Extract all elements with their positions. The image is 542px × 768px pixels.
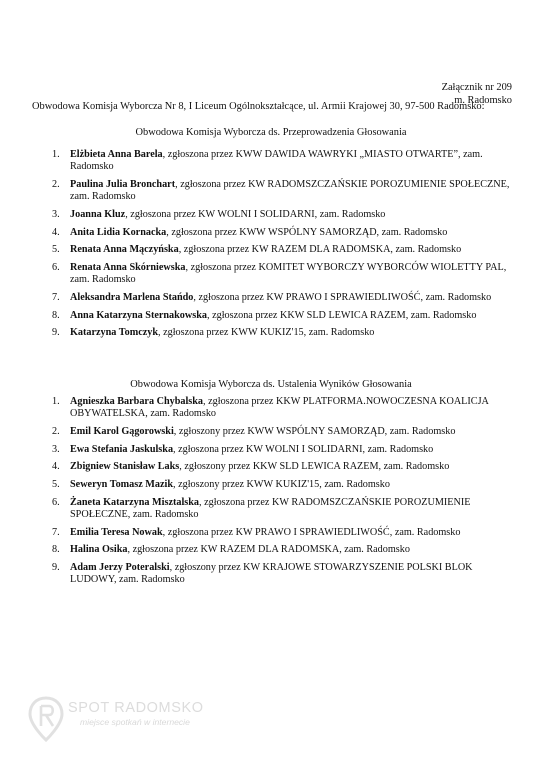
annex-number: Załącznik nr 209 [441, 82, 512, 93]
member-details: , zgłoszona przez KOMITET WYBORCZY WYBORCÓW WIOLETTY PAL, zam. Radomsko [70, 261, 507, 286]
member-number: 7. [52, 526, 60, 538]
member-list-item [48, 179, 510, 203]
member-list-item [48, 426, 510, 438]
member-details: , zgłoszona przez KKW SLD LEWICA RAZEM, zam. Radomsko [206, 309, 477, 321]
member-name: Emil Karol Gągorowski [70, 425, 174, 437]
member-name: Elżbieta Anna Barela [70, 149, 163, 160]
member-list-item [48, 227, 510, 239]
member-details: , zgłoszona przez KWW DAWIDA WAWRYKI „MIASTO OTWARTE”, zam. Radomsko [70, 149, 483, 173]
member-list-item [48, 479, 510, 491]
annex-location: m. Radomsko [454, 94, 512, 106]
member-list-item [48, 262, 510, 286]
member-number: 7. [52, 291, 60, 303]
member-details: , zgłoszony przez KWW WSPÓLNY SAMORZĄD, zam. Radomsko [173, 425, 456, 437]
member-details: , zgłoszony przez KKW SLD LEWICA RAZEM, zam. Radomsko [179, 461, 450, 473]
member-name: Katarzyna Tomczyk [70, 327, 159, 339]
commission-address: Obwodowa Komisja Wyborcza Nr 8, I Liceum Ogólnokształcące, ul. Armii Krajowej 30, 97-500 Radomsko: [32, 101, 485, 112]
member-details: , zgłoszona przez KWW WSPÓLNY SAMORZĄD, zam. Radomsko [166, 226, 448, 238]
member-number: 3. [52, 443, 60, 455]
member-list-item [48, 461, 510, 473]
member-name: Agnieszka Barbara Chybalska [70, 396, 204, 407]
member-name: Aleksandra Marlena Stańdo [70, 291, 194, 303]
member-details: , zgłoszony przez KWW KUKIZ'15, zam. Radomsko [173, 479, 390, 491]
member-details: , zgłoszona przez KW PRAWO I SPRAWIEDLIWOŚĆ, zam. Radomsko [193, 291, 492, 303]
member-details: , zgłoszona przez KW PRAWO I SPRAWIEDLIWOŚĆ, zam. Radomsko [162, 526, 461, 538]
member-list-item [48, 497, 510, 521]
member-list-item [48, 562, 510, 586]
member-name: Adam Jerzy Poteralski [70, 562, 170, 574]
member-number: 2. [52, 425, 60, 437]
member-list-item [48, 244, 510, 256]
member-number: 4. [52, 461, 60, 473]
member-name: Halina Osika [70, 544, 128, 556]
member-name: Renata Anna Skórniewska [70, 261, 186, 273]
member-list-item [48, 396, 510, 420]
member-name: Żaneta Katarzyna Misztalska [70, 496, 200, 508]
member-details: , zgłoszona przez KW WOLNI I SOLIDARNI, zam. Radomsko [125, 208, 386, 220]
watermark-subtitle: miejsce spotkań w internecie [80, 717, 190, 727]
member-number: 4. [52, 226, 60, 238]
watermark-title: SPOT RADOMSKO [68, 700, 204, 716]
member-details: , zgłoszona przez KW WOLNI I SOLIDARNI, zam. Radomsko [173, 443, 434, 455]
member-number: 2. [52, 178, 60, 190]
member-details: , zgłoszony przez KW KRAJOWE STOWARZYSZENIE POLSKI BLOK LUDOWY, zam. Radomsko [70, 562, 473, 586]
member-list-item [48, 444, 510, 456]
member-number: 1. [52, 396, 60, 407]
member-list-item [48, 310, 510, 322]
member-number: 5. [52, 479, 60, 491]
member-name: Joanna Kluz [70, 208, 126, 220]
member-number: 9. [52, 327, 60, 339]
member-name: Renata Anna Mączyńska [70, 244, 179, 256]
member-list-item [48, 327, 510, 339]
map-pin-logo-icon [28, 696, 64, 742]
member-list-item [48, 527, 510, 539]
member-details: , zgłoszona przez KWW KUKIZ'15, zam. Radomsko [158, 327, 375, 339]
member-details: , zgłoszona przez KW RAZEM DLA RADOMSKA, zam. Radomsko [127, 544, 410, 556]
member-name: Paulina Julia Bronchart [70, 178, 176, 190]
member-number: 5. [52, 244, 60, 256]
member-number: 6. [52, 496, 60, 508]
results-section-title: Obwodowa Komisja Wyborcza ds. Ustalenia Wyników Głosowania [130, 379, 412, 390]
member-name: Seweryn Tomasz Mazik [70, 479, 174, 491]
member-details: , zgłoszona przez KW RADOMSZCZAŃSKIE POROZUMIENIE SPOŁECZNE, zam. Radomsko [70, 496, 471, 520]
member-list-item [48, 292, 510, 304]
results-members-list [48, 396, 510, 592]
voting-members-list [48, 149, 510, 345]
member-name: Anna Katarzyna Sternakowska [70, 309, 207, 321]
member-number: 1. [52, 149, 60, 160]
member-name: Zbigniew Stanisław Laks [70, 461, 180, 473]
spot-radomsko-watermark [28, 696, 248, 746]
member-name: Ewa Stefania Jaskulska [70, 443, 174, 455]
member-list-item [48, 544, 510, 556]
member-number: 9. [52, 562, 60, 574]
member-details: , zgłoszona przez KW RAZEM DLA RADOMSKA, zam. Radomsko [178, 244, 462, 256]
member-list-item [48, 209, 510, 221]
member-number: 8. [52, 544, 60, 556]
member-name: Emilia Teresa Nowak [70, 526, 163, 538]
member-name: Anita Lidia Kornacka [70, 226, 167, 238]
member-details: , zgłoszona przez KW RADOMSZCZAŃSKIE POROZUMIENIE SPOŁECZNE, zam. Radomsko [70, 178, 510, 203]
member-number: 8. [52, 309, 60, 321]
member-list-item [48, 149, 510, 173]
member-number: 6. [52, 261, 60, 273]
member-details: , zgłoszona przez KKW PLATFORMA.NOWOCZESNA KOALICJA OBYWATELSKA, zam. Radomsko [70, 396, 489, 420]
member-number: 3. [52, 208, 60, 220]
voting-section-title: Obwodowa Komisja Wyborcza ds. Przeprowadzenia Głosowania [135, 127, 407, 138]
